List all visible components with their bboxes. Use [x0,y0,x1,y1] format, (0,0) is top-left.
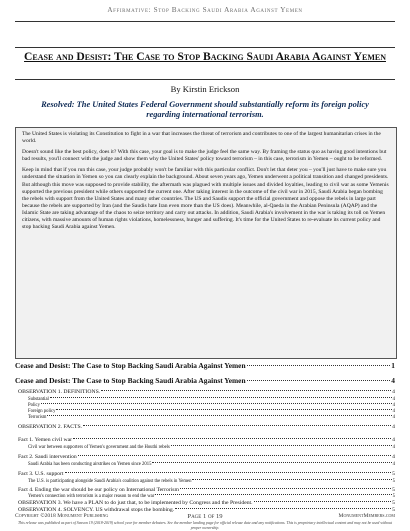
toc-leader [247,380,391,381]
toc-page: 5 [392,471,395,477]
toc-page: 1 [391,361,395,370]
toc-sub-entry[interactable] [28,445,395,450]
toc-leader [41,403,392,404]
running-header: Affirmative: Stop Backing Saudi Arabia Against Yemen [107,6,303,14]
toc-text: Policy [28,403,40,408]
toc-leader [192,479,391,480]
toc-sub-entry[interactable] [28,403,395,408]
toc-page: 4 [392,445,395,450]
toc-entry[interactable] [18,487,395,493]
toc-sub-entry[interactable] [28,415,395,420]
document-title: Cease and Desist: The Case to Stop Backing Saudi Arabia Against Yemen [24,50,386,63]
intro-paragraph: Keep in mind that if you run this case, your judge probably won't be familiar with this particular conflict. Don't let that deter you – you'll just have to make sure you understand the situation in Yemen so you can clearly explain the background. About seven years ago, Yemen underwent a political transition and changed presidents. But although this move was supposed to provide stability, the aftermath was plagued with multiple issues and divided loyalties, leading to civil war as some Yemenis supported the previous president while others supported the current one. After taking interest in the outcome of the civil war in 2015, Saudi Arabia began bombing the rebels with support from the United States and many other countries. The US and Saudis support the official government and oppose the rebels in large part because the rebels are supported by Iran (and the Saudis hate Iran even more than the US does). Meanwhile, al-Qaeda in the Arabian Peninsula (AQAP) and the Islamic State are taking advantage of the chaos to seize territory and carry out attacks. In addition, Saudi Arabia's involvement in the war is taking its toll on Yemen citizens, with massive amounts of human rights violations, homelessness, hunger and suffering. It's time for the United States to re-evaluate its current policy and stop backing Saudi Arabia against Yemen. [22,167,389,231]
toc-text: Yemen's connection with terrorism is a major reason to end the war [28,494,155,499]
toc-leader [254,501,392,502]
toc-leader [180,488,391,489]
toc-page: 5 [392,500,395,506]
toc-leader [65,472,392,473]
intro-paragraph: Doesn't sound like the best policy, does it? With this case, your goal is to make the judge feel the same way. By framing the status quo as having good intentions but bad results, you'll connect with the judge and show them why the United States' policy toward terrorism – in this case, terrorism in Yemen – ought to be reformed. [22,149,387,163]
footer-page-number: Page 1 of 19 [187,513,223,520]
toc-main-entry[interactable] [15,361,395,370]
toc-leader [175,508,391,509]
toc-sub-entry[interactable] [28,479,395,484]
toc-text: OBSERVATION 3. We have a PLAN to do just that, to be implemented by Congress and the President. [18,500,253,506]
intro-box [15,127,397,359]
toc-leader [73,438,391,439]
toc-text: OBSERVATION 2. FACTS. [18,424,83,430]
toc-sub-entry[interactable] [28,409,395,414]
toc-page: 4 [392,389,395,395]
toc-main-entry[interactable] [15,376,395,385]
toc-text: The U.S. is participating alongside Saudi Arabia's coalition against the rebels in Yemen [28,479,192,484]
toc-entry[interactable] [18,424,395,430]
toc-page: 4 [392,403,395,408]
toc-leader [83,425,391,426]
toc-leader [101,390,391,391]
toc-page: 5 [392,507,395,513]
toc-entry[interactable] [18,437,395,443]
toc-page: 5 [392,494,395,499]
author-byline: By Kirstin Erickson [170,84,240,94]
toc-leader [247,365,391,366]
toc-page: 4 [392,397,395,402]
toc-page: 4 [392,454,395,460]
toc-entry[interactable] [18,454,395,460]
toc-entry[interactable] [18,389,395,395]
resolution-statement: Resolved: The United States Federal Government should substantially reform its foreign policy regarding international terrorism. [41,100,369,119]
footer-website-link[interactable]: MonumentMembers.com [338,513,395,519]
footer-disclaimer: This release was published as part of Season 19 (2018-2019) school year for member debaters. See the member landing page for official release date and any notifications. This is proprietary intellectual content and may not be used without proper ownership. [18,521,392,530]
toc-text: OBSERVATION 1. DEFINITIONS. [18,389,101,395]
toc-leader [47,415,391,416]
toc-text: Saudi Arabia has been conducting airstrikes on Yemen since 2015 [28,462,152,467]
toc-page: 4 [392,424,395,430]
toc-page: 4 [392,437,395,443]
footer-copyright: Copyright ©2018 Monument Publishing [15,513,109,519]
toc-leader [56,409,391,410]
title-rule-top [15,47,395,48]
toc-page: 5 [392,479,395,484]
toc-page: 4 [392,462,395,467]
toc-leader [152,462,391,463]
toc-text: Fact 3. U.S. support [18,471,64,477]
toc-text: Cease and Desist: The Case to Stop Backing Saudi Arabia Against Yemen [15,376,246,385]
toc-page: 4 [391,376,395,385]
toc-sub-entry[interactable] [28,397,395,402]
intro-paragraph: The United States is violating its Constitution to fight in a war that increases the threat of terrorism and contributes to one of the largest humanitarian crises in the world. [22,131,381,145]
header-rule [15,21,395,22]
toc-leader [171,445,392,446]
toc-entry[interactable] [18,471,395,477]
toc-text: OBSERVATION 4. SOLVENCY. US withdrawal stops the bombing. [18,507,175,513]
toc-text: Fact 2. Saudi intervention [18,454,77,460]
toc-page: 4 [392,409,395,414]
toc-text: Foreign policy [28,409,56,414]
toc-page: 5 [392,487,395,493]
toc-text: Civil war between supporters of Yemen's government and the Houthi rebels [28,445,170,450]
toc-entry[interactable] [18,500,395,506]
toc-text: Substantial [28,397,49,402]
toc-text: Terrorism [28,415,47,420]
toc-leader [155,494,391,495]
toc-leader [50,397,392,398]
toc-page: 4 [392,415,395,420]
toc-text: Cease and Desist: The Case to Stop Backing Saudi Arabia Against Yemen [15,361,246,370]
toc-text: Fact 1. Yemen civil war [18,437,73,443]
toc-sub-entry[interactable] [28,494,395,499]
toc-leader [78,455,391,456]
toc-sub-entry[interactable] [28,462,395,467]
toc-text: Fact 4. Ending the war should be our policy on International Terrorism [18,487,179,493]
title-rule-bottom [15,79,395,80]
